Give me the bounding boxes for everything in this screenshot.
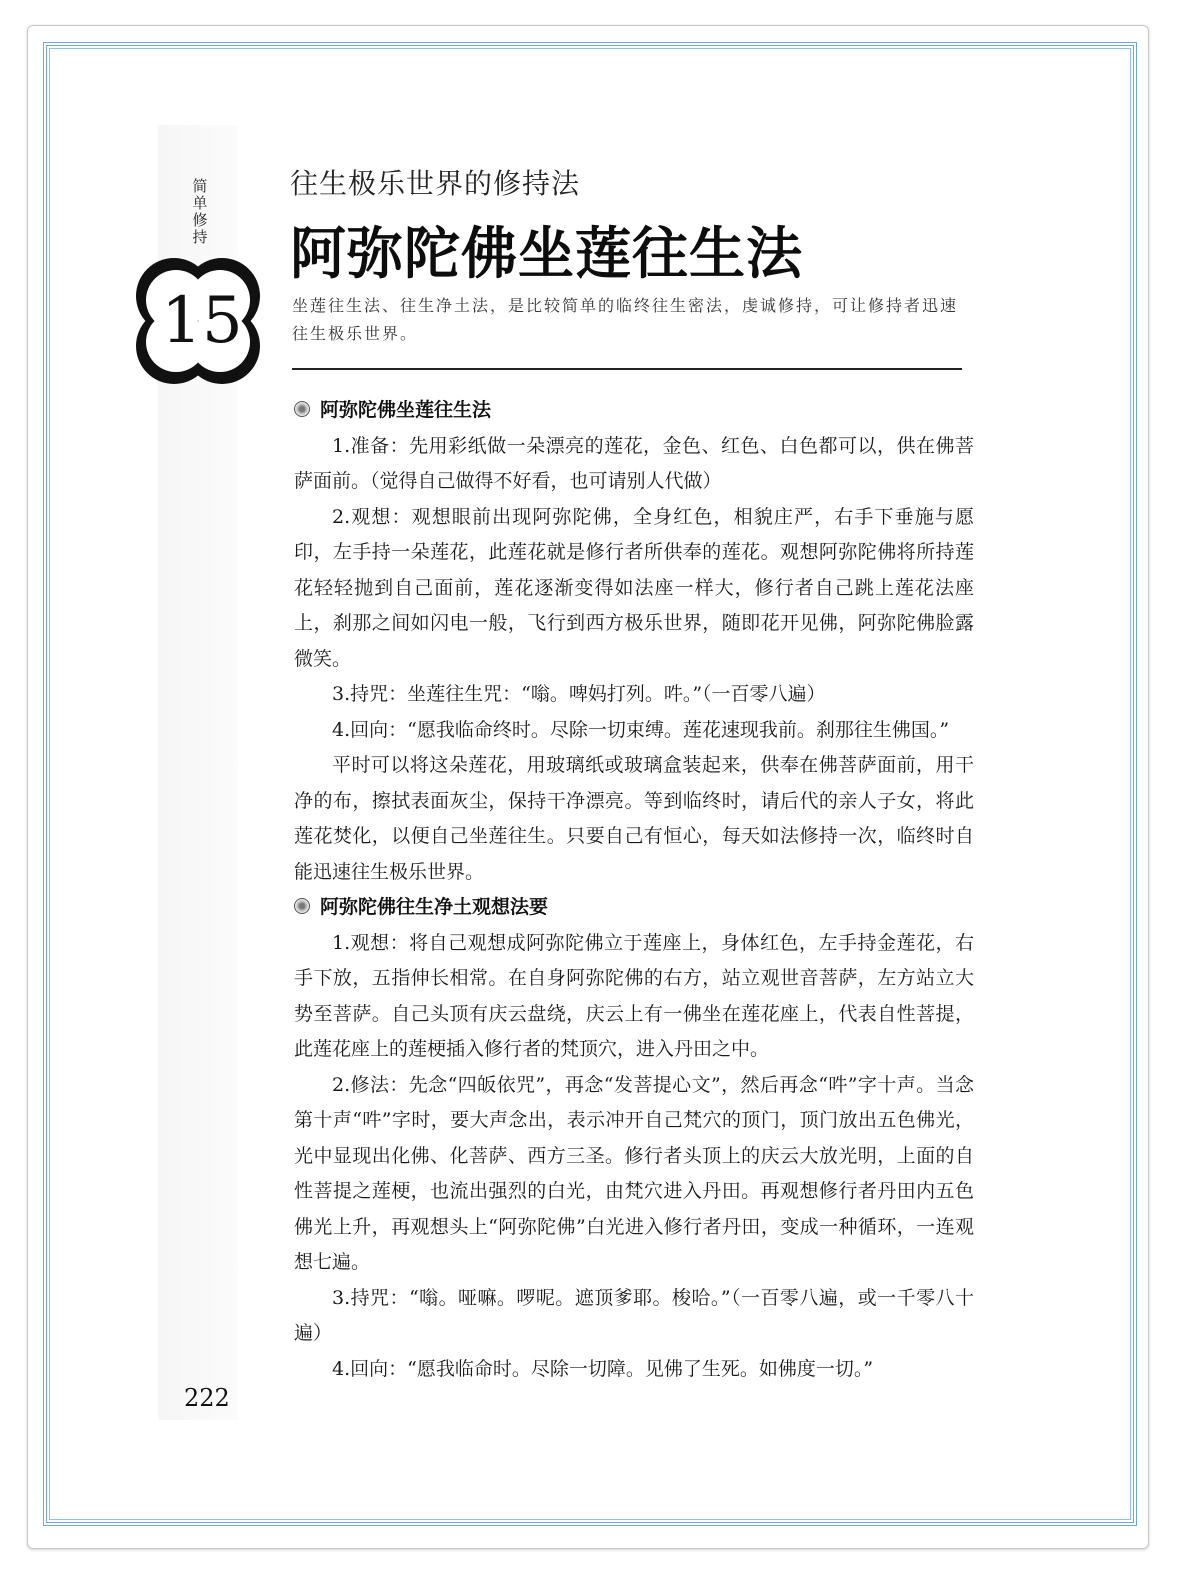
page-number: 222: [184, 1384, 230, 1412]
paragraph: 4.回向：“愿我临命终时。尽除一切束缚。莲花速现我前。刹那往生佛国。”: [332, 718, 950, 741]
section-heading-text: 阿弥陀佛坐莲往生法: [320, 399, 492, 421]
paragraph: 3.持咒：坐莲往生咒：“嗡。啤妈打列。吽。”（一百零八遍）: [332, 683, 826, 705]
section-heading: [294, 890, 974, 926]
chapter-number: 15: [161, 284, 243, 358]
bullet-icon: [294, 401, 310, 417]
section-heading: [294, 393, 974, 429]
paragraph: 2.观想：观想眼前出现阿弥陀佛，全身红色，相貌庄严，右手下垂施与愿印，左手持一朵莲花，此莲花就是修行者所供奉的莲花。观想阿弥陀佛将所持莲花轻轻抛到自己面前，莲花逐渐变得如法座一样大，修行者自己跳上莲花法座上，刹那之间如闪电一般，飞行到西方极乐世界，随即花开见佛，阿弥陀佛脸露微笑。: [294, 505, 974, 670]
bullet-icon: [294, 898, 310, 914]
paragraph: 平时可以将这朵莲花，用玻璃纸或玻璃盒装起来，供奉在佛菩萨面前，用干净的布，擦拭表面灰尘，保持干净漂亮。等到临终时，请后代的亲人子女，将此莲花焚化，以便自己坐莲往生。只要自己有恒心，每天如法修持一次，临终时自能迅速往生极乐世界。: [294, 754, 974, 883]
paragraph: 4.回向：“愿我临命时。尽除一切障。见佛了生死。如佛度一切。”: [332, 1357, 874, 1380]
paragraph: 1.观想：将自己观想成阿弥陀佛立于莲座上，身体红色，左手持金莲花，右手下放，五指伸长相常。在自身阿弥陀佛的右方，站立观世音菩萨，左方站立大势至菩萨。自己头顶有庆云盘绕，庆云上有一佛坐在莲花座上，代表自性菩提，此莲花座上的莲梗插入修行者的梵顶穴，进入丹田之中。: [294, 931, 974, 1060]
section-side-label: 简单修持: [192, 177, 208, 246]
paragraph: 1.准备：先用彩纸做一朵漂亮的莲花，金色、红色、白色都可以，供在佛菩萨面前。（觉得自己做得不好看，也可请别人代做）: [294, 434, 974, 492]
paragraph: 3.持咒：“嗡。哑嘛。啰呢。遮顶爹耶。梭哈。”（一百零八遍，或一千零八十遍）: [294, 1286, 974, 1344]
article-body: [294, 393, 974, 1387]
divider: [292, 368, 962, 370]
section-heading-text: 阿弥陀佛往生净土观想法要: [320, 896, 549, 918]
intro-paragraph: 坐莲往生法、往生净土法，是比较简单的临终往生密法，虔诚修持，可让修持者迅速往生极乐世界。: [292, 296, 959, 343]
paragraph: 2.修法：先念“四皈依咒”，再念“发菩提心文”，然后再念“吽”字十声。当念第十声“吽”字时，要大声念出，表示冲开自己梵穴的顶门，顶门放出五色佛光，光中显现出化佛、化菩萨、西方三圣。修行者头顶上的庆云大放光明，上面的自性菩提之莲梗，也流出强烈的白光，由梵穴进入丹田。再观想修行者丹田内五色佛光上升，再观想头上“阿弥陀佛”白光进入修行者丹田，变成一种循环，一连观想七遍。: [294, 1073, 974, 1273]
chapter-subtitle: 往生极乐世界的修持法: [290, 167, 581, 200]
page-title: 阿弥陀佛坐莲往生法: [290, 222, 803, 287]
